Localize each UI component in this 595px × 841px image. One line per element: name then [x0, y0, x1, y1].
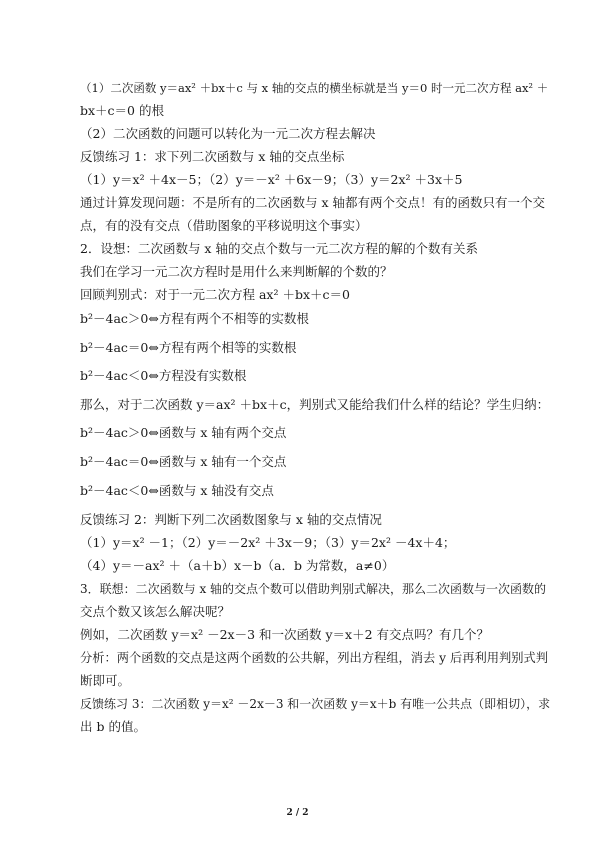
- exercise-1-title: 反馈练习 1：求下列二次函数与 x 轴的交点坐标: [80, 149, 345, 164]
- exercise-3-line-1: 反馈练习 3：二次函数 y＝x² －2x－3 和一次函数 y＝x＋b 有唯一公共点（即相切），求: [80, 697, 551, 711]
- exercise-2-items-1: （1）y＝x² －1；（2）y＝－2x² ＋3x－9；（3）y＝2x² －4x＋4；: [80, 535, 456, 550]
- para-3-line-2: 点，有的没有交点（借助图象的平移说明这个事实）: [80, 218, 368, 233]
- para-3-line-1: 通过计算发现问题：不是所有的二次函数与 x 轴都有两个交点！有的函数只有一个交: [80, 195, 545, 210]
- analysis-line-1: 分析：两个函数的交点是这两个函数的公共解，列出方程组，消去 y 后再利用判别式判: [80, 651, 548, 665]
- discriminant-zero: b²－4ac＝0⇔方程有两个相等的实数根: [80, 340, 297, 355]
- section-2-heading: 2．设想：二次函数与 x 轴的交点个数与一元二次方程的解的个数有关系: [80, 241, 478, 256]
- discriminant-positive: b²－4ac＞0⇔方程有两个不相等的实数根: [80, 311, 309, 326]
- exercise-2-title: 反馈练习 2：判断下列二次函数图象与 x 轴的交点情况: [80, 512, 382, 527]
- exercise-2-items-2: （4）y＝－ax² ＋（a＋b）x－b（a．b 为常数，a≠0）: [80, 558, 395, 573]
- discriminant-negative: b²－4ac＜0⇔方程没有实数根: [80, 368, 247, 383]
- para-2: （2）二次函数的问题可以转化为一元二次方程去解决: [80, 126, 376, 141]
- function-negative: b²－4ac＜0⇔函数与 x 轴没有交点: [80, 483, 274, 498]
- page-number: 2 / 2: [286, 808, 309, 818]
- para-5: 那么，对于二次函数 y＝ax² ＋bx＋c，判别式又能给我们什么样的结论？学生归纳：: [80, 397, 550, 412]
- function-zero: b²－4ac＝0⇔函数与 x 轴有一个交点: [80, 454, 287, 469]
- function-positive: b²－4ac＞0⇔函数与 x 轴有两个交点: [80, 425, 287, 440]
- para-1-line-2: bx＋c＝0 的根: [80, 103, 164, 118]
- example: 例如，二次函数 y＝x² －2x－3 和一次函数 y＝x＋2 有交点吗？有几个？: [80, 627, 490, 642]
- para-4: 我们在学习一元二次方程时是用什么来判断解的个数的？: [80, 264, 393, 279]
- exercise-3-line-2: 出 b 的值。: [80, 719, 146, 734]
- discriminant-intro: 回顾判别式：对于一元二次方程 ax² ＋bx＋c＝0: [80, 287, 350, 302]
- section-3-heading-line-2: 交点个数又该怎么解决呢？: [80, 604, 231, 619]
- analysis-line-2: 断即可。: [80, 673, 131, 688]
- section-3-heading-line-1: 3．联想：二次函数与 x 轴的交点个数可以借助判别式解决，那么二次函数与一次函数的: [80, 582, 547, 596]
- exercise-1-items: （1）y＝x² ＋4x－5；（2）y＝－x² ＋6x－9；（3）y＝2x² ＋3x＋5: [80, 172, 463, 187]
- para-1-line-1: （1）二次函数 y＝ax² ＋bx＋c 与 x 轴的交点的横坐标就是当 y＝0 时一元二次方程 ax² ＋: [80, 81, 549, 95]
